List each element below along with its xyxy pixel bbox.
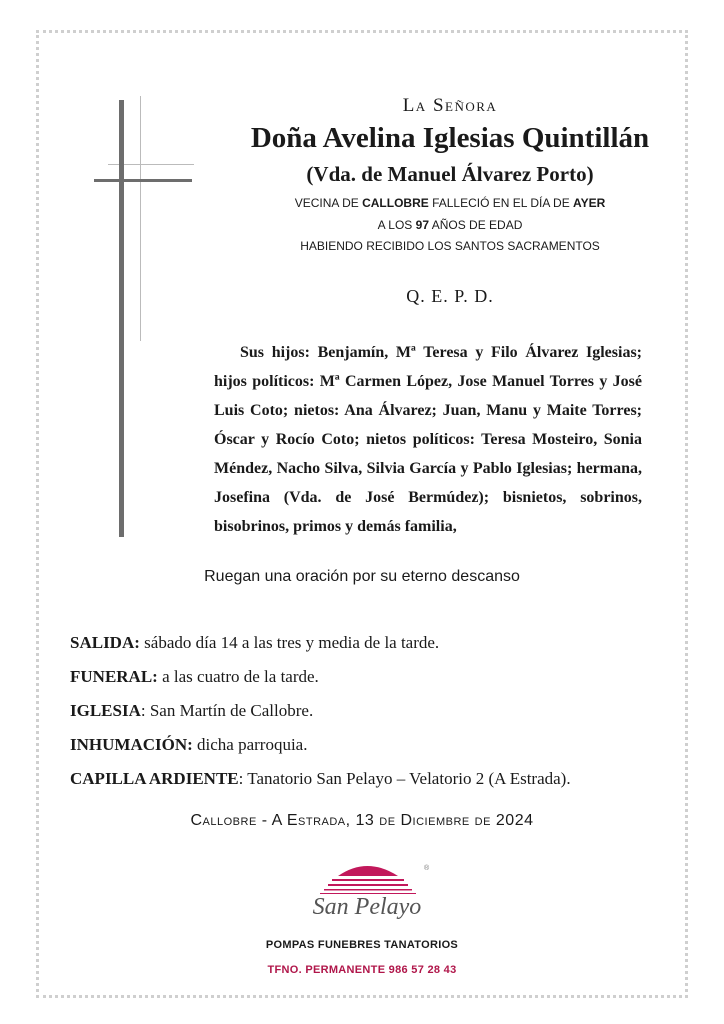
- phone-number: TFNO. PERMANENTE 986 57 28 43: [267, 964, 457, 976]
- qepd: Q. E. P. D.: [406, 286, 494, 306]
- ceremony-details: [70, 632, 690, 802]
- logo-graphic: [302, 858, 432, 924]
- prayer-line: Ruegan una oración por su eterno descanso: [204, 568, 520, 585]
- deceased-name: Doña Avelina Iglesias Quintillán: [250, 122, 650, 154]
- info-line-3: HABIENDO RECIBIDO LOS SANTOS SACRAMENTOS: [300, 239, 600, 253]
- family-paragraph: Sus hijos: Benjamín, Mª Teresa y Filo Álvarez Iglesias; hijos políticos: Mª Carmen López, Jose Manuel Torres y José Luis Coto; nietos: Ana Álvarez; Juan, Manu y Maite Torres; Óscar y Rocío Coto; nietos políticos: Teresa Mosteiro, Sonia Méndez, Nacho Silva, Silvia García y Pablo Iglesias; hermana, Josefina (Vda. de José Bermúdez); bisnietos, sobrinos, bisobrinos, primos y demás familia,: [214, 344, 642, 535]
- detail-row: SALIDA: sábado día 14 a las tres y media de la tarde.: [70, 633, 440, 652]
- info-line-2: A LOS 97 AÑOS DE EDAD: [377, 218, 523, 232]
- title-label: La Señora: [402, 95, 498, 116]
- widow-of: (Vda. de Manuel Álvarez Porto): [306, 162, 594, 186]
- san-pelayo-logo: [302, 858, 432, 924]
- registered-mark: ®: [424, 865, 430, 872]
- detail-row: INHUMACIÓN: dicha parroquia.: [70, 735, 308, 754]
- detail-row: FUNERAL: a las cuatro de la tarde.: [70, 667, 319, 686]
- place-date: Callobre - A Estrada, 13 de Diciembre de 2024: [190, 812, 534, 829]
- detail-row: IGLESIA: San Martín de Callobre.: [70, 701, 314, 720]
- company-name: POMPAS FUNEBRES TANATORIOS: [265, 939, 459, 951]
- detail-row: CAPILLA ARDIENTE: Tanatorio San Pelayo – Velatorio 2 (A Estrada).: [70, 769, 571, 788]
- info-line-1: VECINA DE CALLOBRE FALLECIÓ EN EL DÍA DE AYER: [294, 196, 606, 210]
- logo-text: San Pelayo: [312, 894, 422, 920]
